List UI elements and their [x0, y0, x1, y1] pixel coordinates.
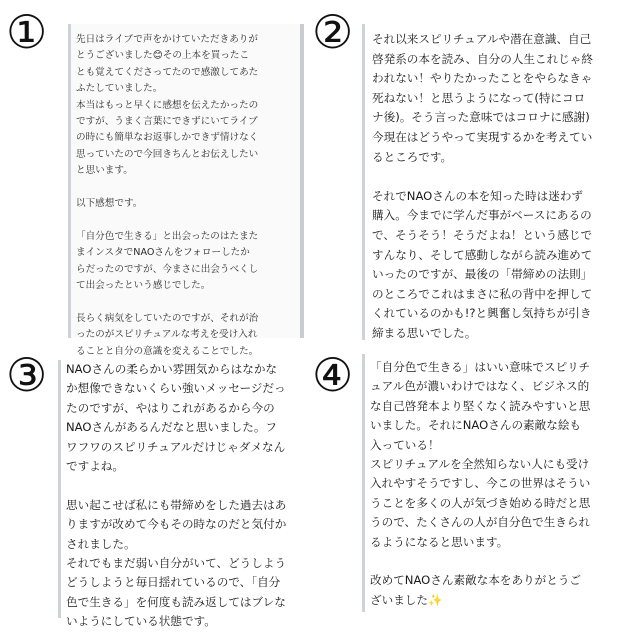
blank-line: [66, 476, 286, 495]
quote-bar: [58, 360, 61, 618]
text-line: ですが、うまく言葉にできずにいてライブ: [76, 116, 258, 128]
text-line: われない！やりたかったことをやらなきゃ: [372, 71, 593, 86]
text-line: とも覚えてくださってたので感激してあた: [76, 66, 259, 78]
text-line: とうございました😊その上本を買ったこ: [76, 50, 250, 62]
text-line: 以下感想です。: [76, 198, 143, 210]
text-line: 締まる思いでした。: [372, 325, 477, 340]
text-line: と思います。: [76, 165, 133, 177]
text-line: それ以来スピリチュアルや潜在意識、自己: [372, 32, 592, 46]
message-text: [76, 32, 258, 360]
text-line: ったのがスピリチュアルな考えを受け入れ: [76, 329, 258, 341]
text-line: ワフワのスピリチュアルだけじゃダメなん: [66, 439, 286, 454]
text-line: まインスタでNAOさんをフォローしたか: [76, 247, 250, 259]
text-line: ですよね。: [66, 459, 124, 474]
text-line: 長らく病気をしていたのですが、それが治: [76, 312, 259, 324]
text-line: いようにしている状態です。: [66, 614, 216, 629]
text-line: 色で生きる」を何度も読み返してはブレな: [66, 594, 286, 609]
text-line: うので、たくさんの人が自分色で生きられ: [370, 515, 591, 530]
quote-bar: [362, 24, 365, 340]
text-line: ることと自分の意識を変えることでした。: [76, 345, 259, 357]
text-line: らだったのですが、今まさに出会うべくし: [76, 263, 259, 275]
text-line: で、そうそう！そうだよね！という感じで: [372, 227, 593, 242]
text-line: NAOさんの柔らかい雰囲気からはなかな: [66, 362, 278, 376]
text-line: て出会ったという感じでした。: [76, 280, 211, 292]
scrollbar[interactable]: [300, 24, 304, 338]
message-card: [362, 354, 620, 612]
text-line: るようになると思います。: [370, 534, 509, 549]
message-card: [362, 24, 620, 340]
blank-line: [370, 552, 590, 571]
panel-number: ④: [312, 348, 354, 402]
panel-number: ②: [312, 5, 354, 59]
text-line: どうしようと毎日揺れているので、「自分: [66, 575, 281, 590]
text-line: されました。: [66, 536, 136, 551]
text-line: 今現在はどうやって実現するかを考えてい: [372, 129, 593, 144]
text-line: それでもまだ弱い自分がいて、どうしよう: [66, 556, 287, 571]
quote-bar: [68, 24, 71, 338]
text-line: それでNAOさんの本を知った時は迷わず: [372, 188, 584, 203]
panel-number: ③: [6, 348, 48, 402]
text-line: 「自分色で生きる」と出会ったのはたまた: [76, 230, 259, 242]
text-line: くれているのかも!?と興奮し気持ちが引き: [372, 306, 592, 321]
text-line: 思い起こせば私にも帯締めをした過去はあ: [66, 497, 287, 512]
message-card: [68, 24, 304, 357]
text-line: すんなり、そして感動しながら読み進めて: [372, 247, 593, 262]
panel-number: ①: [6, 5, 48, 59]
text-line: のところでこれはまさに私の背中を押して: [372, 286, 593, 301]
message-text: [372, 30, 593, 344]
text-line: 死ねない！と思うようになって(特にコロ: [372, 90, 586, 105]
text-line: 改めてNAOさん素敵な本をありがとうご: [370, 573, 582, 588]
text-line: NAOさんがあるんだなと思いました。フ: [66, 420, 278, 435]
text-line: いったのですが、最後の「帯締めの法則」: [372, 267, 593, 282]
text-line: ふたしていました。: [76, 83, 163, 95]
blank-line: [76, 180, 258, 196]
message-text: [370, 358, 590, 610]
blank-line: [372, 167, 593, 187]
text-line: か想像できないくらい強いメッセージだっ: [66, 381, 286, 396]
message-text: [66, 360, 286, 632]
text-line: 購入。今までに学んだ事がベースにあるの: [372, 208, 592, 223]
text-line: うことを多くの人が気づき始める時だと思: [370, 495, 591, 510]
text-line: りますが改めて今もその時なのだと気付か: [66, 517, 287, 532]
text-line: ナ後)。そう言った意味ではコロナに感謝): [372, 110, 590, 125]
text-line: の時にも簡単なお返事しかできず情けなく: [76, 132, 259, 144]
text-line: スピリチュアルを全然知らない人にも受け: [370, 457, 590, 472]
text-line: 本当はもっと早くに感想を伝えたかったの: [76, 99, 259, 111]
blank-line: [76, 294, 258, 310]
text-line: たのですが、やはりこれがあるから今の: [66, 400, 275, 415]
text-line: 入っている！: [370, 437, 440, 452]
text-line: 入れやすそうですし、今この世界はそうい: [370, 476, 591, 491]
text-line: 先日はライブで声をかけていただきありが: [76, 34, 258, 45]
text-line: るところです。: [372, 149, 453, 164]
text-line: な自己啓発本より堅くなく読みやすいと思: [370, 398, 591, 413]
text-line: いました。それにNAOさんの素敵な絵も: [370, 418, 582, 433]
text-line: ざいました✨: [370, 592, 443, 607]
text-line: 啓発系の本を読み、自分の人生これじゃ終: [372, 51, 593, 66]
text-line: ュアル色が濃いわけではなく、ビジネス的: [370, 379, 590, 394]
quote-bar: [362, 354, 365, 612]
text-line: 思っていたので今回きちんとお伝えしたい: [76, 148, 259, 160]
message-card: [58, 360, 306, 629]
blank-line: [76, 212, 258, 228]
text-line: 「自分色で生きる」はいい意味でスピリチ: [370, 360, 591, 374]
